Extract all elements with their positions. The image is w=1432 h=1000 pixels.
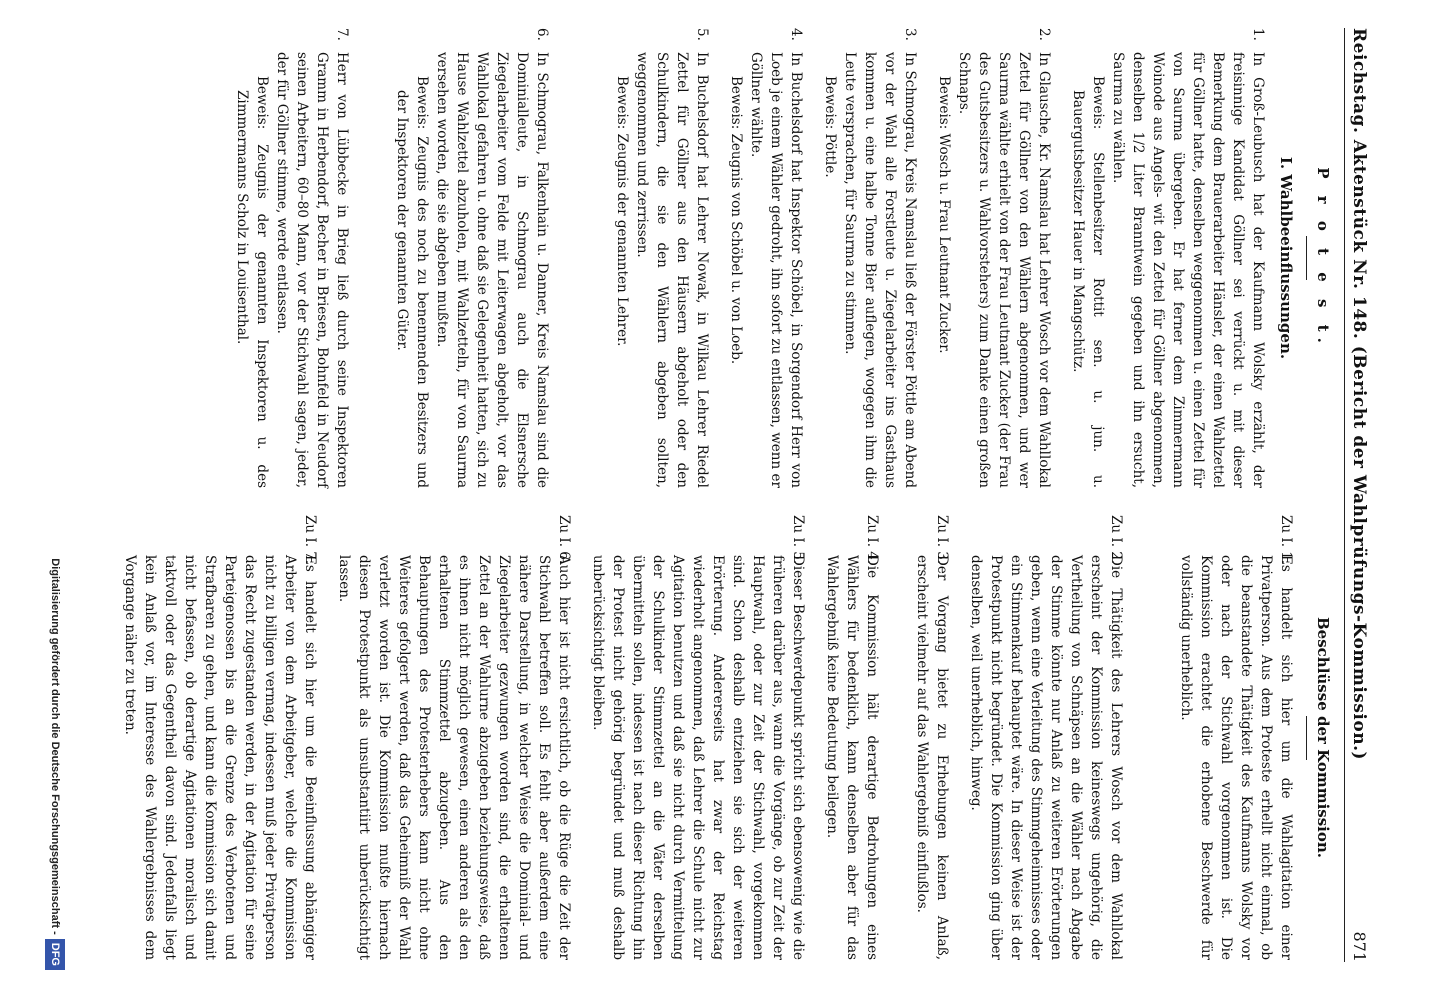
protest-item — [934, 28, 1054, 488]
decision-item — [120, 515, 320, 960]
decision-label: Zu I. 3. — [934, 515, 950, 565]
divider — [1306, 716, 1307, 760]
commission-heading: Beschlüsse der Kommission. — [1314, 617, 1332, 858]
item-proof: Beweis: Zeugnis von Schöbel u. von Loeb. — [728, 76, 744, 365]
decision-item — [588, 515, 808, 960]
decision-text: Es handelt sich hier um die Wahlagitation einer Privatperson. Aus dem Proteste erhellt nicht einmal, ob die beanstandete Thätigkeit des Kaufmanns Wolsky vor oder nach der Stichwahl vorgenommen ist. Die Kommission erachtet die erhobene Beschwerde für vollständig unerheblich. — [1178, 555, 1294, 960]
decision-text: Es handelt sich hier um die Beeinflussung abhängiger Arbeiter von dem Arbeitgeber, welche die Kommission nicht zu billigen vermag, indessen muß jeder Privatperson das Recht zugestanden werden, in der Agitation für seine Parteigenossen bis an die Grenze des Verbotenen und Strafbaren zu gehen, und kann die Kommission sich damit nicht befassen, ob derartige Agitationen moralisch und taktvoll oder das Gegentheil davon sind. Jedenfalls liegt kein Anlaß vor, im Interesse des Wahlergebnisses dem Vorgange näher zu treten. — [122, 555, 318, 960]
item-number: 4. — [788, 28, 804, 41]
protest-column — [25, 28, 1333, 488]
protest-heading: P r o t e s t. — [1314, 167, 1332, 349]
page-header — [1344, 28, 1385, 962]
item-text: In Buchelsdorf hat Inspektor Schöbel, in Sorgendorf Herr von Loeb je einem Wähler gedroht, ihn sofort zu entlassen, wenn er Göllner wählte. — [748, 52, 804, 488]
item-number: 1. — [1250, 28, 1266, 41]
item-text: In Glausche, Kr. Namslau hat Lehrer Wosch vor dem Wahllokal Zettel für Göllner von den Wählern abgenommen, und wer Saurma wählte erhielt von der Frau Leutnant Zucker (der Frau des Gutsbesitzers u. Wahlvorstehers) zum Danke einen großen Schnaps. — [956, 52, 1052, 488]
protest-item — [392, 28, 552, 488]
digitization-note — [45, 0, 65, 970]
section-heading: I. Wahlbeeinflussungen. — [1277, 156, 1295, 360]
item-number: 7. — [334, 28, 350, 41]
commission-column — [25, 515, 1333, 960]
decision-item — [912, 515, 952, 960]
item-text: In Groß-Leubusch hat der Kaufmann Wolsky erzählt, der freisinnige Kandidat Göllner sei verrückt u. mit dieser Bemerkung dem Brauerarbeiter Hänsler, der einen Wahlzettel für Göllner hatte, denselben weggenommen u. einen Zettel für von Saurma übergeben. Er hat ferner dem Zimmermann Woinode aus Angels- wit den Zettel für Göllner abgenommen, denselben 1/2 Liter Branntwein gegeben und ihn ersucht, Saurma zu wählen. — [1110, 52, 1266, 488]
item-text: In Schmograu, Falkenhain u. Danner, Kreis Namslau sind die Dominialleute, in Schmograu auch die Elsnersche Ziegelarbeiter vom Felde mit Leiterwagen abgeholt, vor das Wahllokal gefahren u. ohne daß sie Gelegenheit hatten, sich zu Hause Wahlzettel abzuholen, mit Wahlzetteln, für von Saurma versehen worden, die sie abgeben mußten. — [434, 52, 550, 488]
item-proof: Beweis: Zeugnis der genannten Lehrer. — [614, 76, 630, 347]
item-number: 5. — [694, 28, 710, 41]
protest-item — [232, 28, 352, 488]
decision-label: Zu I. 6. — [556, 515, 572, 565]
item-number: 6. — [534, 28, 550, 41]
item-number: 2. — [1036, 28, 1052, 41]
decision-item — [334, 515, 574, 960]
decision-label: Zu I. 2. — [1108, 515, 1124, 565]
decision-text: Dieser Beschwerdepunkt spricht sich ebensowenig wie die früheren darüber aus, wann die Vorgänge, ob zur Zeit der Hauptwahl, oder zur Zeit der Stichwahl, vorgekommen sind. Schon deshalb entziehen sie sich der weiteren Erörterung. Andererseits hat zwar der Reichstag wiederholt angenommen, daß Lehrer die Schule nicht zur Agitation benutzen und daß sie nicht durch Vermittelung der Schulkinder Stimmzettel an die Väter derselben übermitteln sollen, indessen ist nach dieser Richtung hin der Protest nicht gehörig begründet und muß deshalb unberücksichtigt bleiben. — [590, 555, 806, 960]
decision-text: Die Kommission hält derartige Bedrohungen eines Wählers für bedenklich, kann denselben aber für das Wahlergebniß keine Bedeutung beilegen. — [824, 555, 880, 960]
item-text: Herr von Lübbecke in Brieg ließ durch seine Inspektoren Gramm in Herbendorf, Becher in Briesen, Bohnfeld in Neudorf seinen Arbeitern, 60–80 Mann, vor der Stichwahl sagen, jeder, der für Göllner stimme, werde entlassen. — [274, 52, 350, 488]
item-proof: Beweis: Stellenbesitzer Rottit sen. u. jun. u. Bauergutsbesitzer Hauer in Mangschütz. — [1070, 76, 1106, 488]
protest-item — [612, 28, 712, 488]
item-proof: Beweis: Zeugnis des noch zu benennenden Besitzers und der Inspektoren der genannten Güter. — [394, 76, 430, 488]
divider — [1306, 236, 1307, 280]
item-proof: Beweis: Zeugnis der genannten Inspektoren u. des Zimmermanns Scholz in Louisenthal. — [234, 76, 270, 488]
item-text: In Buchelsdorf hat Lehrer Nowak, in Wilkau Lehrer Riedel Zettel für Göllner aus den Häusern abgeholt oder den Schulkindern, die sie den Wählern abgeben sollten, weggenommen und zerrissen. — [634, 52, 710, 488]
protest-item — [1068, 28, 1268, 488]
document-page — [15, 10, 1395, 980]
decision-label: Zu I. 5. — [790, 515, 806, 565]
decision-text: Auch hier ist nicht ersichtlich, ob die Rüge die Zeit der Stichwahl betreffen soll. Es fehlt aber außerdem eine nähere Darstellung, in welcher Weise die Dominial- und Ziegelarbeiter gezwungen worden sind, die erhaltenen Zettel an der Wahlurne abzugeben beziehungsweise, daß es ihnen nicht möglich gewesen, einen anderen als den erhaltenen Stimmzettel abzugeben. Aus den Behauptungen des Protesterhebers kann nicht ohne Weiteres gefolgert werden, daß das Geheimniß der Wahl verletzt worden ist. Die Kommission mußte hiernach diesen Protestpunkt als unsubstantiirt unberücksichtigt lassen. — [336, 555, 572, 960]
protest-item — [820, 28, 920, 488]
protest-item — [726, 28, 806, 488]
item-number: 3. — [902, 28, 918, 41]
header-title: Reichstag. Aktenstück Nr. 148. (Bericht der Wahlprüfungs-Kommission.) — [1349, 28, 1369, 761]
decision-item — [966, 515, 1126, 960]
decision-item — [1176, 515, 1296, 960]
dfg-badge: DFG — [45, 939, 65, 970]
decision-label: Zu I. 4. — [864, 515, 880, 565]
decision-text: Der Vorgang bietet zu Erhebungen keinen Anlaß, erscheint vielmehr auf das Wahlergebniß einflußlos. — [914, 555, 950, 960]
decision-item — [822, 515, 882, 960]
item-proof: Beweis: Pöttle. — [822, 76, 838, 178]
decision-label: Zu I. 7. — [302, 515, 318, 565]
item-text: In Schmograu, Kreis Namslau ließ der Förster Pöttle am Abend vor der Wahl alle Forstleute u. Ziegelarbeiter ins Gasthaus kommen u. eine halbe Tonne Bier auflegen, wogegen ihm die Leute versprachen, für Saurma zu stimmen. — [842, 52, 918, 488]
page-number: 871 — [1350, 931, 1369, 962]
digitization-text: Digitalisierung gefördert durch die Deutsche Forschungsgemeinschaft - — [49, 558, 61, 935]
decision-label: Zu I. 1. — [1278, 515, 1294, 565]
item-proof: Beweis: Wosch u. Frau Leutnant Zucker. — [936, 76, 952, 354]
decision-text: Die Thätigkeit des Lehrers Wosch vor dem Wahllokal erscheint der Kommission keineswegs ungehörig, die Vertheilung von Schnäpsen an die Wähler nach Abgabe der Stimme könnte nur Anlaß zu weiteren Erörterungen geben, wenn eine Verleitung des Stimmgeheimnisses oder ein Stimmenkauf behauptet wäre. In dieser Weise ist der Protestpunkt nicht begründet. Die Kommission ging über denselben, weil unerheblich, hinweg. — [968, 555, 1124, 960]
